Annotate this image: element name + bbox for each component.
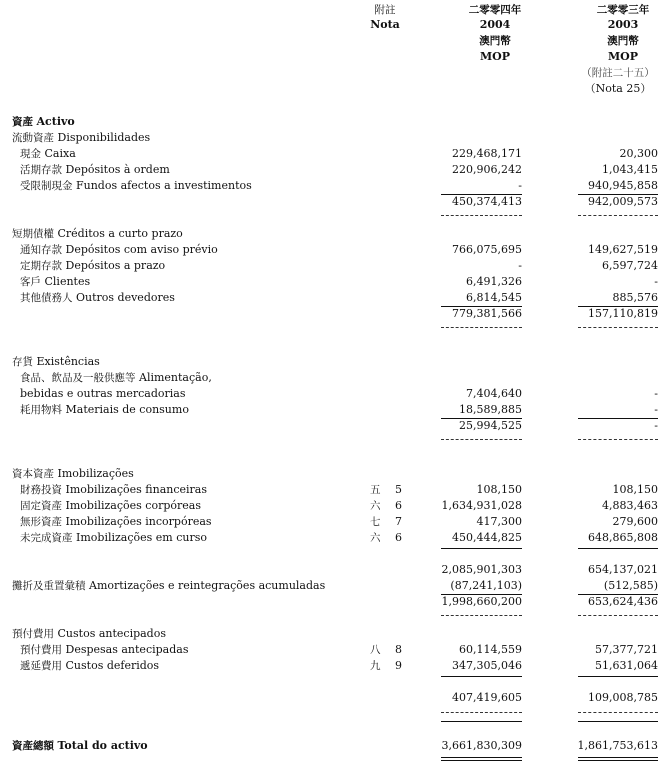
row-label-amortizacoes	[12, 579, 325, 593]
nota-number: 9	[395, 659, 402, 672]
section-heading-disponibilidades	[12, 131, 150, 145]
currency-2004: MOP	[479, 50, 511, 63]
rule	[578, 548, 658, 549]
dashed-rule	[441, 215, 522, 216]
value-2003: (512,585)	[603, 579, 658, 592]
section-heading-existencias	[12, 355, 100, 369]
value-2004: 450,444,825	[452, 531, 522, 544]
section-heading-imobilizacoes	[12, 467, 134, 481]
label-zh: 受限制現金	[20, 180, 73, 192]
title-pt: Activo	[36, 115, 75, 128]
nota-zh: 六	[370, 532, 381, 544]
label-pt: Imobilizações em curso	[76, 531, 207, 544]
value-2004: -	[518, 179, 522, 192]
subtotal-2003: 653,624,436	[588, 595, 658, 608]
row-label	[20, 163, 170, 177]
row-label	[20, 643, 188, 657]
subtotal-2003: 157,110,819	[588, 307, 658, 320]
heading-pt: Existências	[36, 355, 100, 368]
value-2003: 149,627,519	[588, 243, 658, 256]
nota-number: 7	[395, 515, 402, 528]
value-2003: 648,865,808	[588, 531, 658, 544]
value-2004: 347,305,046	[452, 659, 522, 672]
label-pt: Caixa	[44, 147, 76, 160]
label-pt: Imobilizações incorpóreas	[65, 515, 212, 528]
value-2004: 60,114,559	[459, 643, 522, 656]
currency-2004-zh: 澳門幣	[479, 35, 511, 47]
value-2004: 766,075,695	[452, 243, 522, 256]
label-pt: Depósitos a prazo	[65, 259, 166, 272]
label-pt: Outros devedores	[76, 291, 175, 304]
year-2004: 2004	[479, 18, 511, 31]
row-label	[20, 659, 159, 673]
value-2003: -	[654, 403, 658, 416]
dashed-rule	[578, 439, 658, 440]
value-2003: 108,150	[612, 483, 658, 496]
heading-pt: Disponibilidades	[57, 131, 151, 144]
label-zh: 活期存款	[20, 164, 62, 176]
value-2003: -	[654, 387, 658, 400]
label-zh: 固定資產	[20, 500, 62, 512]
heading-pt: Custos antecipados	[57, 627, 166, 640]
row-label	[20, 403, 189, 417]
value-2003: 940,945,858	[588, 179, 658, 192]
value-2004: 6,491,326	[466, 275, 522, 288]
nota-header-zh: 附註	[374, 4, 396, 16]
row-label	[20, 371, 212, 385]
note-25-zh: （附註二十五）	[581, 67, 655, 79]
nota-number: 6	[395, 531, 402, 544]
subtotal-2004: 1,998,660,200	[441, 595, 522, 608]
section-heading-creditos	[12, 227, 183, 241]
double-rule	[578, 757, 658, 761]
nota-zh: 六	[370, 500, 381, 512]
row-label	[20, 499, 201, 513]
total-2004: 3,661,830,309	[441, 739, 522, 752]
row-label	[20, 243, 218, 257]
label-zh: 定期存款	[20, 260, 62, 272]
dashed-rule	[441, 439, 522, 440]
value-2003: 1,043,415	[602, 163, 658, 176]
label-zh: 財務投資	[20, 484, 62, 496]
row-label	[20, 179, 252, 193]
label-zh: 預付費用	[20, 644, 62, 656]
subtotal-2004: 779,381,566	[452, 307, 522, 320]
subtotal-2004: 25,994,525	[459, 419, 522, 432]
nota-zh: 五	[370, 484, 381, 496]
heading-zh: 短期債權	[12, 228, 54, 240]
subtotal-2004: 2,085,901,303	[441, 563, 522, 576]
label-pt: Clientes	[44, 275, 91, 288]
value-2004: 220,906,242	[452, 163, 522, 176]
value-2003: 279,600	[612, 515, 658, 528]
label-zh: 客戶	[20, 276, 41, 288]
row-label-continued: bebidas e outras mercadorias	[20, 387, 186, 400]
title-zh: 資產	[12, 116, 33, 128]
rule	[441, 676, 522, 677]
label-pt: Imobilizações financeiras	[65, 483, 207, 496]
rule	[441, 548, 522, 549]
heading-pt: Créditos a curto prazo	[57, 227, 183, 240]
heading-pt: Imobilizações	[57, 467, 134, 480]
value-2004: 229,468,171	[452, 147, 522, 160]
currency-2003: MOP	[607, 50, 639, 63]
nota-zh: 九	[370, 660, 381, 672]
heading-zh: 預付費用	[12, 628, 54, 640]
heading-zh: 流動資產	[12, 132, 54, 144]
dashed-rule	[578, 712, 658, 713]
label-pt: Fundos afectos a investimentos	[76, 179, 252, 192]
heading-zh: 存貨	[12, 356, 33, 368]
row-label	[20, 483, 207, 497]
note-25: （Nota 25）	[584, 82, 652, 95]
rule	[578, 721, 658, 722]
page-title	[12, 115, 75, 129]
label-pt: Total do activo	[57, 739, 148, 752]
row-label	[20, 531, 207, 545]
value-2003: -	[654, 275, 658, 288]
dashed-rule	[578, 615, 658, 616]
label-zh: 耗用物料	[20, 404, 62, 416]
total-label	[12, 739, 148, 753]
subtotal-2003: 109,008,785	[588, 691, 658, 704]
year-2003-zh: 二零零三年	[596, 4, 650, 16]
label-zh: 現金	[20, 148, 41, 160]
dashed-rule	[578, 215, 658, 216]
nota-number: 6	[395, 499, 402, 512]
label-zh: 未完成資產	[20, 532, 73, 544]
nota-number: 8	[395, 643, 402, 656]
year-2004-zh: 二零零四年	[468, 4, 522, 16]
label-pt: Despesas antecipadas	[65, 643, 189, 656]
value-2004: 6,814,545	[466, 291, 522, 304]
value-2004: -	[518, 259, 522, 272]
nota-header: Nota	[370, 18, 400, 31]
label-pt: Depósitos à ordem	[65, 163, 170, 176]
row-label	[20, 291, 175, 305]
label-zh: 通知存款	[20, 244, 62, 256]
subtotal-2004: 450,374,413	[452, 195, 522, 208]
total-2003: 1,861,753,613	[577, 739, 658, 752]
value-2003: 20,300	[619, 147, 658, 160]
section-heading-custos	[12, 627, 166, 641]
label-pt: Materiais de consumo	[65, 403, 189, 416]
label-pt: Custos deferidos	[65, 659, 160, 672]
value-2004: (87,241,103)	[450, 579, 522, 592]
value-2003: 57,377,721	[595, 643, 658, 656]
label-zh: 資產總額	[12, 740, 54, 752]
label-pt: Depósitos com aviso prévio	[65, 243, 218, 256]
nota-number: 5	[395, 483, 402, 496]
subtotal-2003: 942,009,573	[588, 195, 658, 208]
nota-zh: 七	[370, 516, 381, 528]
nota-zh: 八	[370, 644, 381, 656]
dashed-rule	[578, 327, 658, 328]
dashed-rule	[441, 327, 522, 328]
value-2003: 4,883,463	[602, 499, 658, 512]
row-label	[20, 275, 90, 289]
rule	[441, 721, 522, 722]
row-label	[20, 515, 212, 529]
row-label	[20, 147, 76, 161]
value-2003: 6,597,724	[602, 259, 658, 272]
double-rule	[441, 757, 522, 761]
label-pt: Alimentação,	[139, 371, 212, 384]
row-label	[20, 259, 165, 273]
value-2004: 7,404,640	[466, 387, 522, 400]
label-pt: Imobilizações corpóreas	[65, 499, 201, 512]
rule	[578, 676, 658, 677]
label-zh: 其他債務人	[20, 292, 73, 304]
label-zh: 攤折及重置彙積	[12, 580, 86, 592]
subtotal-2004: 407,419,605	[452, 691, 522, 704]
year-2003: 2003	[607, 18, 639, 31]
dashed-rule	[441, 615, 522, 616]
currency-2003-zh: 澳門幣	[607, 35, 639, 47]
label-pt: Amortizações e reintegrações acumuladas	[89, 579, 326, 592]
dashed-rule	[441, 712, 522, 713]
label-zh: 無形資產	[20, 516, 62, 528]
label-zh: 食品、飲品及一般供應等	[20, 372, 136, 384]
value-2004: 108,150	[476, 483, 522, 496]
value-2003: 885,576	[612, 291, 658, 304]
subtotal-2003: 654,137,021	[588, 563, 658, 576]
value-2003: 51,631,064	[595, 659, 658, 672]
value-2004: 417,300	[476, 515, 522, 528]
subtotal-2003: -	[654, 419, 658, 432]
value-2004: 18,589,885	[459, 403, 522, 416]
heading-zh: 資本資產	[12, 468, 54, 480]
label-zh: 遞延費用	[20, 660, 62, 672]
value-2004: 1,634,931,028	[441, 499, 522, 512]
